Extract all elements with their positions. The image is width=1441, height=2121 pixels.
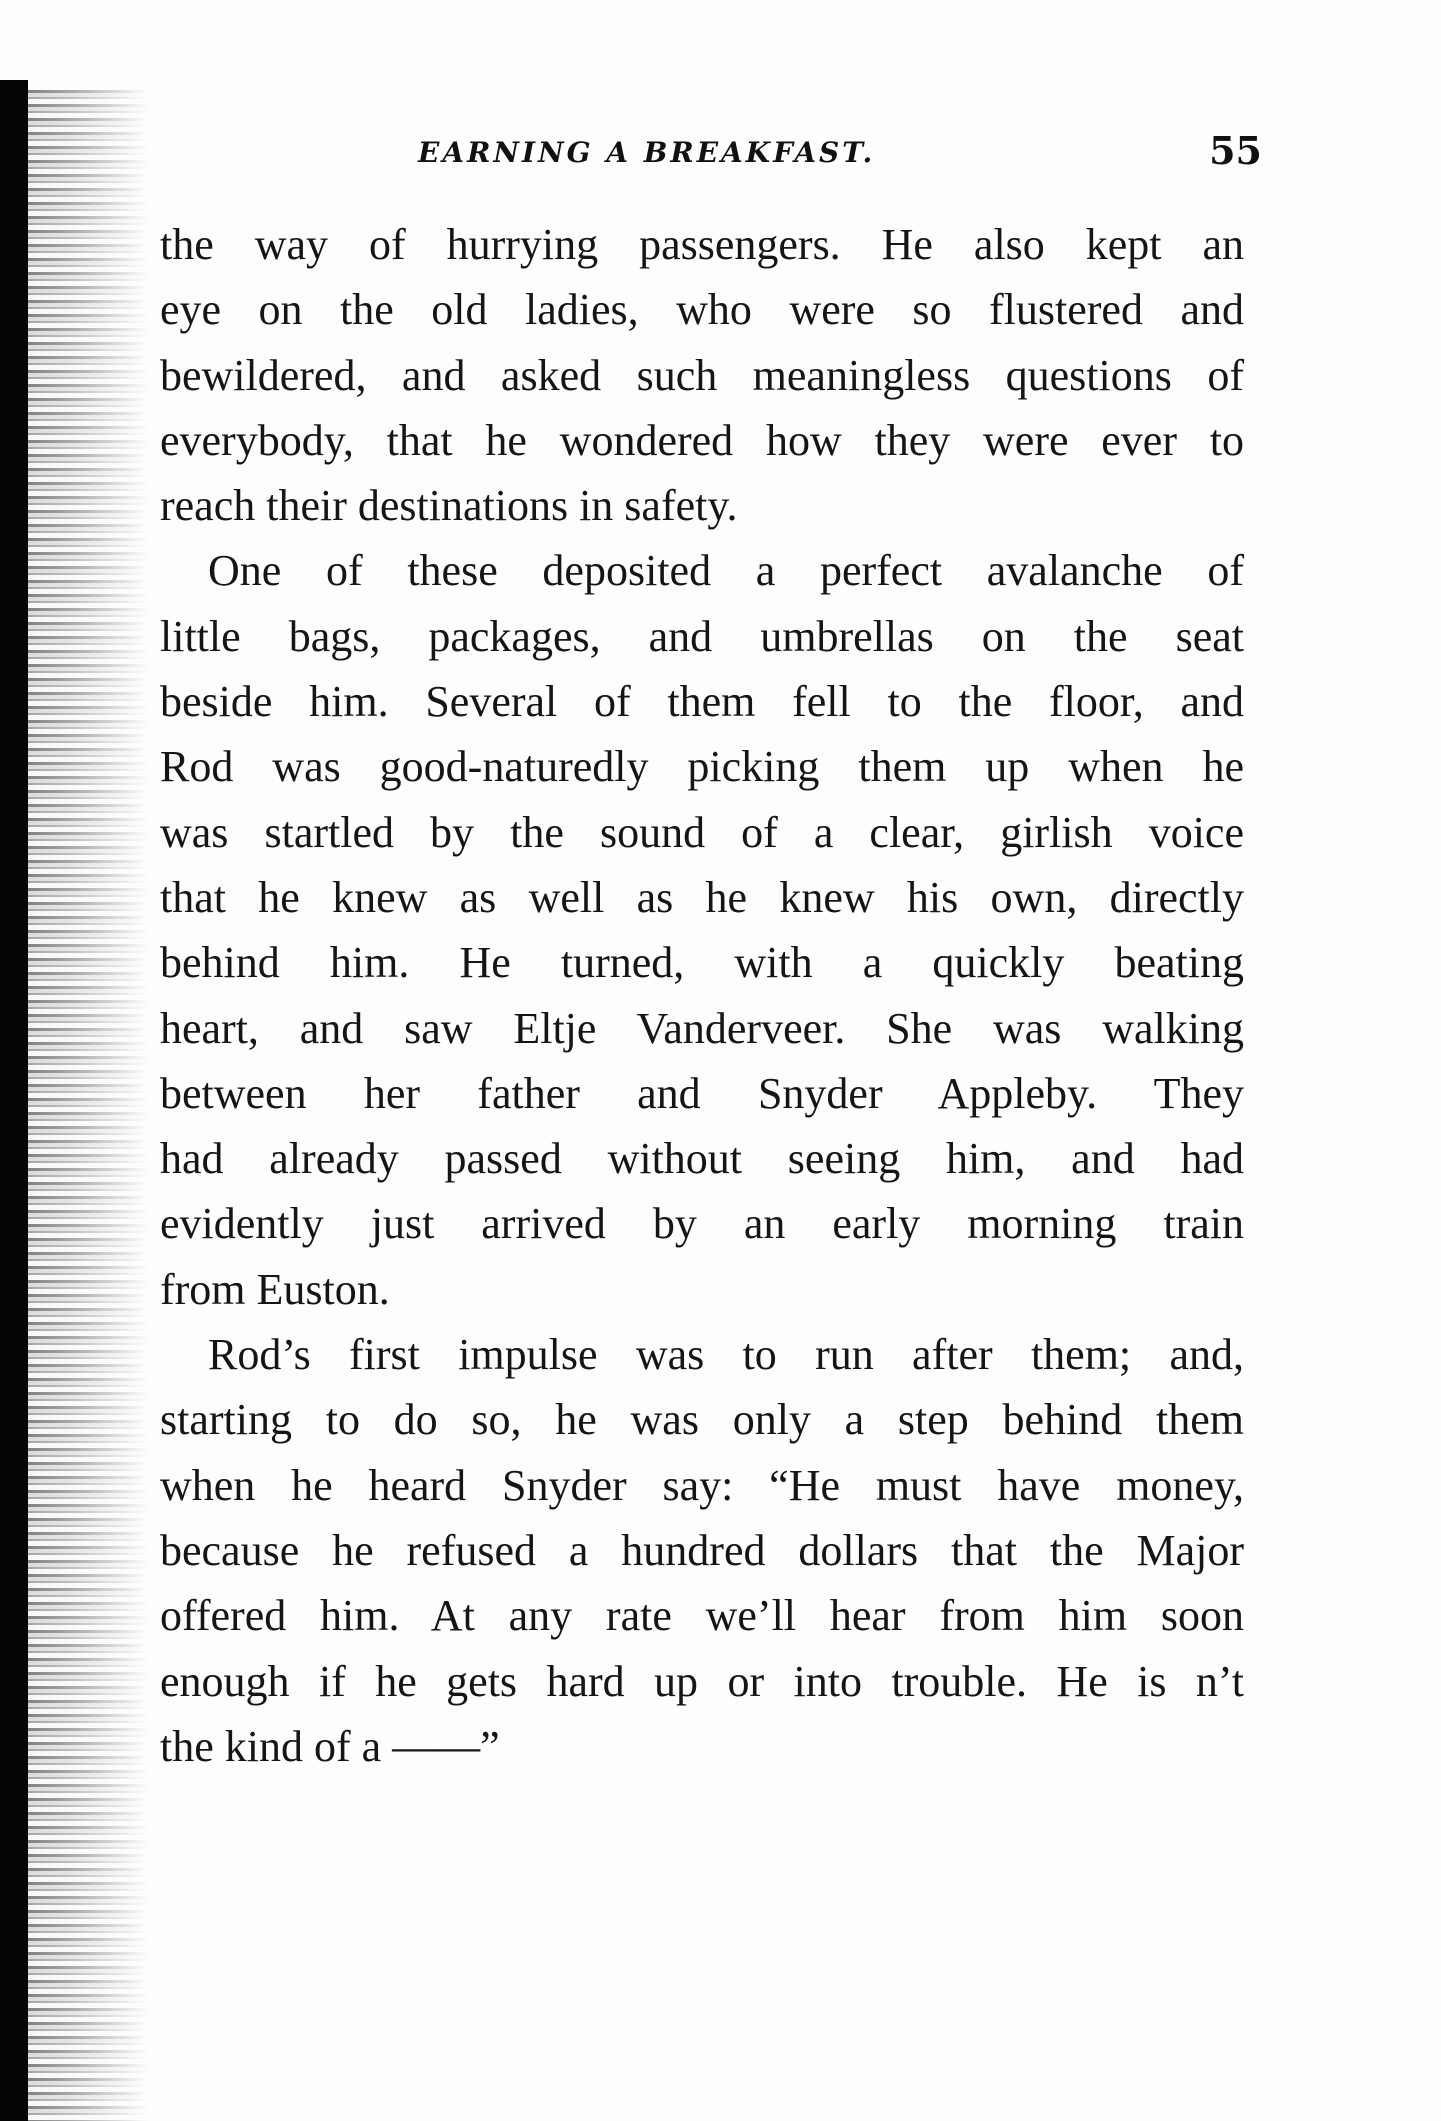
spine-shadow [0, 80, 28, 2121]
text-line: had already passed without seeing him, and had [160, 1134, 1244, 1184]
text-line: from Euston. [160, 1264, 390, 1314]
text-line: reach their destinations in safety. [160, 481, 738, 531]
spine-shadow-texture [28, 90, 148, 2121]
text-line: was startled by the sound of a clear, girlish voice [160, 807, 1244, 857]
text-line: Rod’s first impulse was to run after them; and, [208, 1330, 1244, 1380]
text-line: starting to do so, he was only a step behind them [160, 1395, 1244, 1445]
text-line: Rod was good-naturedly picking them up when he [160, 742, 1244, 792]
text-line: enough if he gets hard up or into trouble. He is n’t [160, 1656, 1244, 1706]
paragraph-1 [160, 212, 1244, 538]
text-line: because he refused a hundred dollars that the Major [160, 1525, 1244, 1575]
body-text [160, 212, 1244, 1779]
text-line: the kind of a ——” [160, 1721, 500, 1771]
text-line: everybody, that he wondered how they were ever to [160, 415, 1244, 465]
page-number: 55 [1209, 128, 1262, 173]
text-line: that he knew as well as he knew his own, directly [160, 872, 1244, 922]
text-line: behind him. He turned, with a quickly beating [160, 938, 1244, 988]
text-line: heart, and saw Eltje Vanderveer. She was walking [160, 1003, 1244, 1053]
running-title: EARNING A BREAKFAST. [418, 136, 876, 169]
text-line: eye on the old ladies, who were so flustered and [160, 285, 1244, 335]
text-line: between her father and Snyder Appleby. They [160, 1068, 1244, 1118]
text-line: little bags, packages, and umbrellas on the seat [160, 611, 1244, 661]
text-line: evidently just arrived by an early morning train [160, 1199, 1244, 1249]
paragraph-2 [160, 538, 1244, 1322]
page-header [160, 120, 1260, 180]
paragraph-3 [160, 1322, 1244, 1779]
text-line: bewildered, and asked such meaningless questions of [160, 350, 1244, 400]
text-line: One of these deposited a perfect avalanche of [208, 546, 1244, 596]
text-line: offered him. At any rate we’ll hear from him soon [160, 1591, 1244, 1641]
text-line: when he heard Snyder say: “He must have money, [160, 1460, 1244, 1510]
text-line: beside him. Several of them fell to the floor, and [160, 677, 1244, 727]
text-line: the way of hurrying passengers. He also kept an [160, 220, 1244, 269]
